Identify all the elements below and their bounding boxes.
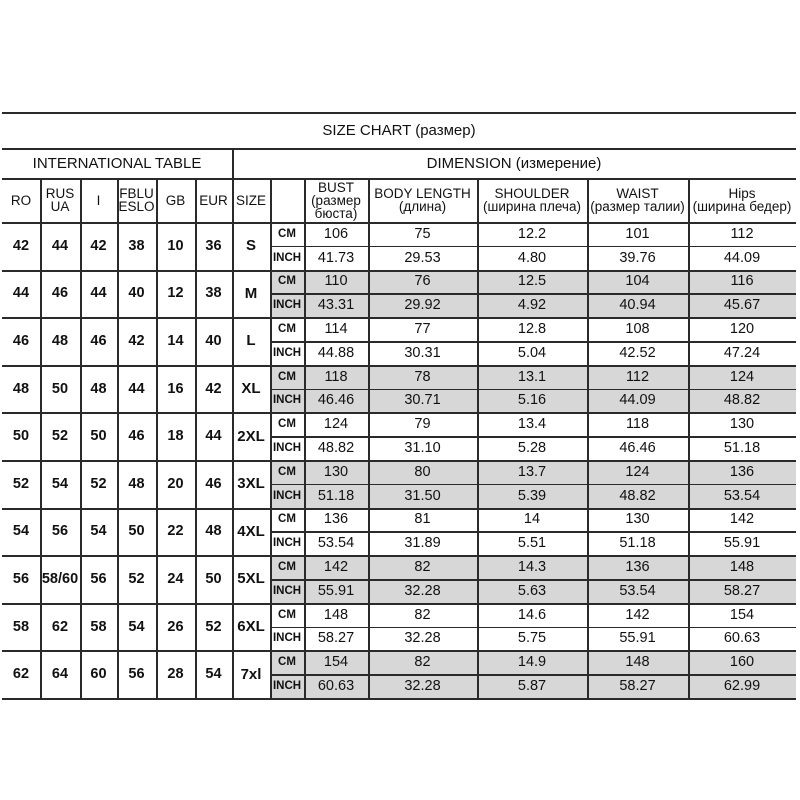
grid-line <box>270 293 796 295</box>
grid-line <box>270 627 796 629</box>
grid-line <box>270 674 796 676</box>
measure-inch: 58.27 <box>723 582 761 599</box>
intl-size-gb: 18 <box>167 428 184 445</box>
unit-inch: INCH <box>272 632 302 645</box>
measure-inch: 55.91 <box>723 535 761 552</box>
intl-size-rus: 54 <box>51 475 69 492</box>
intl-size-fb: 48 <box>128 475 145 492</box>
measure-inch: 5.51 <box>517 535 547 552</box>
measure-cm: 154 <box>323 654 349 671</box>
grid-line <box>270 484 796 486</box>
measure-inch: 30.71 <box>404 392 441 409</box>
measure-cm: 148 <box>625 654 650 671</box>
measure-inch: 5.87 <box>517 678 547 695</box>
grid-line <box>156 178 158 698</box>
measure-inch: 55.91 <box>619 630 656 647</box>
measure-inch: 53.54 <box>723 487 761 504</box>
grid-line <box>477 178 479 698</box>
column-header-body-length <box>368 178 477 222</box>
intl-size-rus: 52 <box>51 428 69 445</box>
intl-size-ro: 42 <box>12 237 30 254</box>
grid-line <box>2 603 796 605</box>
measure-inch: 31.10 <box>404 440 441 457</box>
measure-inch: 5.04 <box>517 344 547 361</box>
measure-inch: 47.24 <box>723 344 761 361</box>
measure-inch: 51.18 <box>317 487 355 504</box>
intl-size-i: 44 <box>90 285 107 302</box>
intl-size-eur: 52 <box>205 618 222 635</box>
column-header-ro: RO <box>10 192 32 208</box>
measure-inch: 32.28 <box>404 630 441 647</box>
measure-inch: 58.27 <box>317 630 355 647</box>
grid-line <box>270 531 796 533</box>
grid-line <box>587 178 589 698</box>
measure-inch: 58.27 <box>619 678 656 695</box>
measure-cm: 108 <box>625 321 650 338</box>
measure-inch: 46.46 <box>317 392 355 409</box>
column-header-bust-line: (размер <box>311 192 361 208</box>
unit-cm: CM <box>278 418 296 431</box>
measure-inch: 4.80 <box>517 249 547 266</box>
size-label: 3XL <box>237 475 265 493</box>
measure-cm: 148 <box>323 606 349 623</box>
measure-inch: 5.28 <box>517 440 547 457</box>
intl-size-ro: 44 <box>12 285 30 302</box>
measure-cm: 142 <box>323 559 349 576</box>
unit-inch: INCH <box>272 346 302 359</box>
measure-inch: 44.09 <box>723 249 761 266</box>
size-label: S <box>245 237 256 255</box>
unit-inch: INCH <box>272 680 302 693</box>
measure-cm: 13.4 <box>517 416 547 433</box>
measure-inch: 53.54 <box>619 582 656 599</box>
measure-cm: 76 <box>414 273 431 290</box>
intl-size-eur: 48 <box>205 523 222 540</box>
grid-line <box>270 246 796 248</box>
unit-inch: INCH <box>272 394 302 407</box>
column-header-waist-line: (размер талии) <box>590 199 685 214</box>
measure-cm: 124 <box>729 368 755 385</box>
intl-size-fb: 40 <box>128 285 145 302</box>
column-header-hips <box>688 178 796 222</box>
intl-size-fb: 52 <box>128 570 145 587</box>
grid-line <box>270 436 796 438</box>
intl-size-i: 52 <box>90 475 107 492</box>
intl-size-eur: 50 <box>205 570 222 587</box>
intl-size-rus: 56 <box>51 523 69 540</box>
unit-cm: CM <box>278 275 296 288</box>
measure-cm: 136 <box>323 511 349 528</box>
column-header-fblu-eslo-line: ESLO <box>118 199 155 214</box>
measure-inch: 44.09 <box>619 392 656 409</box>
measure-cm: 77 <box>414 321 431 338</box>
measure-inch: 48.82 <box>619 487 656 504</box>
size-label: XL <box>241 380 261 398</box>
column-header-bust <box>304 178 368 222</box>
grid-line <box>2 178 796 180</box>
column-header-body-length-line: BODY LENGTH <box>374 186 471 201</box>
intl-size-i: 42 <box>90 237 107 254</box>
size-label: 6XL <box>237 618 265 636</box>
measure-cm: 14 <box>523 511 541 528</box>
column-header-waist-line: WAIST <box>616 186 659 201</box>
measure-inch: 51.18 <box>723 440 761 457</box>
intl-size-eur: 42 <box>205 380 222 397</box>
intl-size-i: 48 <box>90 380 107 397</box>
measure-inch: 31.50 <box>404 487 441 504</box>
measure-cm: 14.9 <box>517 654 547 671</box>
unit-cm: CM <box>278 323 296 336</box>
column-header-rus-ua-line: UA <box>50 199 70 214</box>
intl-size-ro: 46 <box>12 332 30 349</box>
grid-line <box>368 178 370 698</box>
measure-cm: 104 <box>625 273 650 290</box>
grid-line <box>232 148 234 698</box>
measure-inch: 62.99 <box>723 678 761 695</box>
intl-size-eur: 40 <box>205 332 222 349</box>
column-header-gb: GB <box>165 192 186 208</box>
grid-line <box>2 222 796 224</box>
measure-cm: 130 <box>323 463 349 480</box>
measure-cm: 14.6 <box>517 606 547 623</box>
measure-inch: 60.63 <box>723 630 761 647</box>
measure-cm: 136 <box>625 559 650 576</box>
measure-inch: 51.18 <box>619 535 656 552</box>
measure-inch: 48.82 <box>317 440 355 457</box>
intl-size-i: 46 <box>90 332 107 349</box>
measure-cm: 118 <box>324 368 348 385</box>
intl-size-eur: 36 <box>205 237 222 254</box>
intl-size-fb: 54 <box>128 618 145 635</box>
measure-cm: 82 <box>414 559 431 576</box>
intl-size-ro: 48 <box>12 380 30 397</box>
intl-size-i: 54 <box>90 523 107 540</box>
measure-cm: 130 <box>729 416 755 433</box>
intl-size-gb: 10 <box>167 237 184 254</box>
grid-line <box>80 178 82 698</box>
intl-size-rus: 50 <box>51 380 69 397</box>
size-label: 5XL <box>237 570 265 588</box>
intl-size-gb: 20 <box>167 475 184 492</box>
column-header-rus-ua-line: RUS <box>45 186 75 201</box>
grid-line <box>2 270 796 272</box>
intl-size-i: 60 <box>90 666 107 683</box>
measure-cm: 78 <box>414 368 431 385</box>
intl-size-ro: 52 <box>12 475 30 492</box>
intl-size-rus: 46 <box>51 285 69 302</box>
intl-size-gb: 24 <box>167 570 184 587</box>
intl-size-gb: 26 <box>167 618 184 635</box>
size-chart-table <box>2 112 796 698</box>
intl-size-rus: 62 <box>51 618 69 635</box>
intl-size-fb: 56 <box>128 666 145 683</box>
grid-line <box>2 698 796 700</box>
measure-inch: 42.52 <box>619 344 656 361</box>
grid-line <box>270 341 796 343</box>
chart-title: SIZE CHART (размер) <box>322 121 476 139</box>
measure-inch: 29.92 <box>404 297 441 314</box>
grid-line <box>270 389 796 391</box>
grid-line <box>2 412 796 414</box>
measure-cm: 80 <box>414 463 431 480</box>
measure-inch: 53.54 <box>317 535 355 552</box>
unit-inch: INCH <box>272 251 302 264</box>
measure-cm: 148 <box>729 559 755 576</box>
grid-line <box>2 112 796 114</box>
grid-line <box>2 650 796 652</box>
measure-inch: 30.31 <box>404 344 441 361</box>
measure-inch: 46.46 <box>619 440 656 457</box>
intl-size-ro: 58 <box>12 618 30 635</box>
measure-cm: 142 <box>729 511 755 528</box>
grid-line <box>2 317 796 319</box>
intl-size-i: 58 <box>90 618 107 635</box>
measure-cm: 124 <box>625 463 650 480</box>
measure-inch: 44.88 <box>317 344 355 361</box>
measure-cm: 81 <box>414 511 431 528</box>
measure-cm: 136 <box>729 463 755 480</box>
unit-inch: INCH <box>272 442 302 455</box>
column-header-shoulder <box>477 178 587 222</box>
measure-inch: 32.28 <box>404 678 441 695</box>
grid-line <box>2 460 796 462</box>
intl-size-rus: 58/60 <box>41 570 79 587</box>
grid-line <box>2 555 796 557</box>
measure-cm: 116 <box>730 273 754 290</box>
intl-size-ro: 54 <box>12 523 30 540</box>
measure-cm: 12.2 <box>517 225 547 242</box>
unit-cm: CM <box>278 227 296 240</box>
intl-size-fb: 38 <box>128 237 145 254</box>
measure-inch: 31.89 <box>404 535 441 552</box>
intl-size-i: 56 <box>90 570 107 587</box>
intl-size-fb: 42 <box>128 332 145 349</box>
measure-inch: 32.28 <box>404 582 441 599</box>
grid-line <box>688 178 690 698</box>
column-header-bust-line: BUST <box>317 179 354 195</box>
unit-cm: CM <box>278 561 296 574</box>
measure-cm: 12.8 <box>517 321 547 338</box>
measure-cm: 154 <box>729 606 755 623</box>
column-header-shoulder-line: SHOULDER <box>494 186 570 201</box>
column-header-hips-line: Hips <box>728 186 756 201</box>
intl-size-ro: 50 <box>12 428 30 445</box>
size-label: 7xl <box>240 665 262 683</box>
international-table-header: INTERNATIONAL TABLE <box>32 154 202 172</box>
grid-line <box>195 178 197 698</box>
size-label: M <box>244 284 258 302</box>
column-header-fblu-eslo-line: FBLU <box>119 186 154 201</box>
measure-cm: 110 <box>324 273 348 290</box>
measure-inch: 43.31 <box>317 297 355 314</box>
measure-cm: 106 <box>323 225 349 242</box>
unit-cm: CM <box>278 513 296 526</box>
measure-cm: 79 <box>414 416 431 433</box>
column-header-body-length-line: (длина) <box>398 199 447 214</box>
measure-inch: 45.67 <box>723 297 761 314</box>
column-header-size: SIZE <box>235 192 266 208</box>
intl-size-gb: 14 <box>167 332 184 349</box>
measure-inch: 48.82 <box>723 392 761 409</box>
measure-inch: 60.63 <box>317 678 355 695</box>
column-header-bust-line: бюста) <box>314 205 358 221</box>
intl-size-rus: 64 <box>51 666 69 683</box>
measure-cm: 13.1 <box>517 368 547 385</box>
unit-inch: INCH <box>272 489 302 502</box>
intl-size-gb: 22 <box>167 523 184 540</box>
grid-line <box>2 365 796 367</box>
intl-size-eur: 54 <box>205 666 222 683</box>
intl-size-rus: 44 <box>51 237 69 254</box>
grid-line <box>270 579 796 581</box>
measure-inch: 39.76 <box>619 249 656 266</box>
measure-cm: 142 <box>625 606 650 623</box>
measure-cm: 114 <box>324 321 348 338</box>
column-header-shoulder-line: (ширина плеча) <box>483 199 581 214</box>
unit-cm: CM <box>278 608 296 621</box>
grid-line <box>270 178 272 698</box>
measure-cm: 130 <box>625 511 650 528</box>
column-header-eur: EUR <box>199 192 228 208</box>
grid-line <box>40 178 42 698</box>
grid-line <box>117 178 119 698</box>
measure-cm: 120 <box>729 321 755 338</box>
column-header-waist <box>587 178 688 222</box>
grid-line <box>2 148 796 150</box>
intl-size-gb: 28 <box>167 666 184 683</box>
measure-cm: 14.3 <box>517 559 547 576</box>
measure-inch: 5.39 <box>517 487 547 504</box>
intl-size-eur: 44 <box>205 428 222 445</box>
measure-cm: 12.5 <box>517 273 547 290</box>
measure-cm: 82 <box>414 654 431 671</box>
column-header-hips-line: (ширина бедер) <box>692 199 792 214</box>
measure-cm: 112 <box>625 368 650 385</box>
measure-cm: 82 <box>414 606 431 623</box>
measure-cm: 13.7 <box>517 463 547 480</box>
intl-size-fb: 46 <box>128 428 145 445</box>
measure-inch: 5.63 <box>517 582 547 599</box>
measure-inch: 40.94 <box>619 297 656 314</box>
unit-cm: CM <box>278 370 296 383</box>
measure-cm: 101 <box>625 225 650 242</box>
measure-inch: 5.16 <box>517 392 547 409</box>
grid-line <box>304 178 306 698</box>
size-label: 4XL <box>237 522 265 540</box>
dimension-header: DIMENSION (измерение) <box>426 154 602 172</box>
intl-size-gb: 16 <box>167 380 184 397</box>
intl-size-fb: 44 <box>128 380 145 397</box>
intl-size-gb: 12 <box>167 285 184 302</box>
intl-size-eur: 38 <box>205 285 222 302</box>
measure-inch: 5.75 <box>517 630 547 647</box>
column-header-fblu-eslo <box>117 178 156 222</box>
grid-line <box>2 508 796 510</box>
measure-inch: 41.73 <box>317 249 355 266</box>
intl-size-fb: 50 <box>128 523 145 540</box>
intl-size-rus: 48 <box>51 332 69 349</box>
unit-cm: CM <box>278 656 296 669</box>
intl-size-ro: 62 <box>12 666 30 683</box>
unit-inch: INCH <box>272 584 302 597</box>
column-header-i: I <box>96 192 101 208</box>
intl-size-i: 50 <box>90 428 107 445</box>
measure-cm: 124 <box>323 416 349 433</box>
size-label: L <box>246 332 256 350</box>
column-header-rus-ua <box>40 178 80 222</box>
unit-inch: INCH <box>272 299 302 312</box>
intl-size-ro: 56 <box>12 570 30 587</box>
measure-cm: 75 <box>414 225 431 242</box>
unit-cm: CM <box>278 465 296 478</box>
measure-cm: 160 <box>729 654 755 671</box>
unit-inch: INCH <box>272 537 302 550</box>
intl-size-eur: 46 <box>205 475 222 492</box>
measure-cm: 112 <box>730 225 754 242</box>
measure-inch: 29.53 <box>404 249 441 266</box>
measure-inch: 4.92 <box>517 297 547 314</box>
measure-cm: 118 <box>625 416 650 433</box>
size-label: 2XL <box>237 427 265 445</box>
measure-inch: 55.91 <box>317 582 355 599</box>
